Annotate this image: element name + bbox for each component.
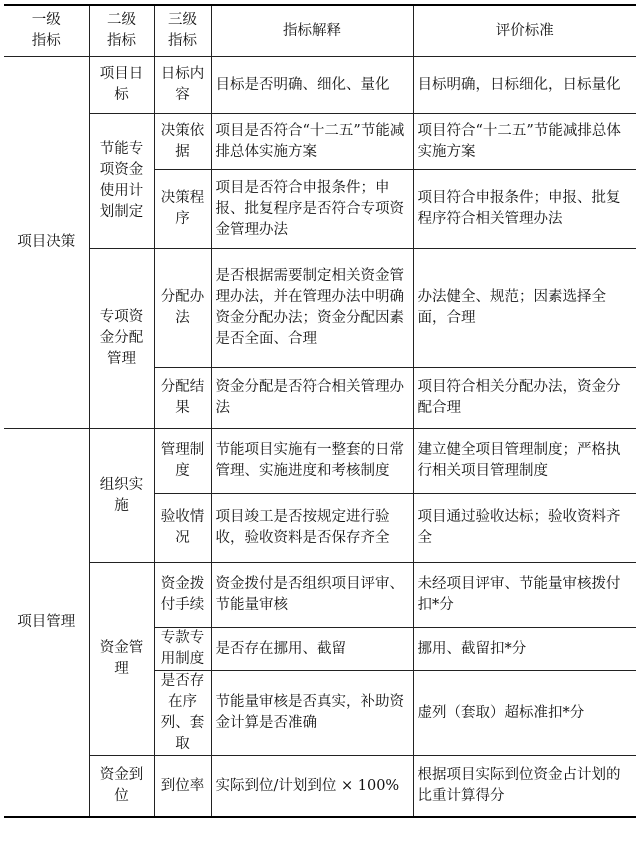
- l3-cell: 决策程序: [154, 170, 211, 249]
- l3-cell: 是否存在序列、套取: [154, 671, 211, 756]
- evaluation-index-table: [4, 4, 636, 818]
- l3-cell: 验收情况: [154, 494, 211, 563]
- l3-cell: 资金拨付手续: [154, 563, 211, 628]
- standard-cell: 项目符合相关分配办法，资金分配合理: [413, 368, 636, 429]
- standard-cell: 建立健全项目管理制度；严格执行相关项目管理制度: [413, 429, 636, 494]
- explain-cell: 实际到位/计划到位 × 100%: [211, 756, 413, 818]
- l3-cell: 分配办法: [154, 249, 211, 368]
- l3-cell: 专款专用制度: [154, 628, 211, 671]
- l3-cell: 到位率: [154, 756, 211, 818]
- header-standard: 评价标准: [413, 5, 636, 57]
- standard-cell: 项目符合“十二五”节能减排总体实施方案: [413, 114, 636, 170]
- standard-cell: 目标明确，日标细化，日标量化: [413, 57, 636, 114]
- header-level3: 三级 指标: [154, 5, 211, 57]
- l3-cell: 决策依据: [154, 114, 211, 170]
- l3-cell: 分配结果: [154, 368, 211, 429]
- explain-cell: 项目竣工是否按规定进行验收，验收资料是否保存齐全: [211, 494, 413, 563]
- evaluation-table-container: [4, 4, 636, 818]
- table-row: [4, 114, 636, 170]
- header-level2: 二级 指标: [89, 5, 154, 57]
- group-project-goal: 项目日标: [89, 57, 154, 114]
- standard-cell: 项目符合申报条件；申报、批复程序符合相关管理办法: [413, 170, 636, 249]
- group-special-fund: 专项资金分配管理: [89, 249, 154, 429]
- explain-cell: 目标是否明确、细化、量化: [211, 57, 413, 114]
- standard-cell: 根据项目实际到位资金占计划的比重计算得分: [413, 756, 636, 818]
- table-row: [4, 563, 636, 628]
- standard-cell: 未经项目评审、节能量审核拨付扣*分: [413, 563, 636, 628]
- l3-cell: 日标内容: [154, 57, 211, 114]
- l3-cell: 管理制度: [154, 429, 211, 494]
- standard-cell: 办法健全、规范；因素选择全面，合理: [413, 249, 636, 368]
- explain-cell: 节能量审核是否真实，补助资金计算是否准确: [211, 671, 413, 756]
- explain-cell: 项目是否符合“十二五”节能减排总体实施方案: [211, 114, 413, 170]
- explain-cell: 节能项目实施有一整套的日常管理、实施进度和考核制度: [211, 429, 413, 494]
- table-header-row: [4, 5, 636, 57]
- standard-cell: 虚列（套取）超标准扣*分: [413, 671, 636, 756]
- explain-cell: 项目是否符合申报条件；申报、批复程序是否符合专项资金管理办法: [211, 170, 413, 249]
- group-organization: 组织实施: [89, 429, 154, 563]
- table-row: [4, 756, 636, 818]
- explain-cell: 资金分配是否符合相关管理办法: [211, 368, 413, 429]
- explain-cell: 是否存在挪用、截留: [211, 628, 413, 671]
- group-fund-mgmt: 资金管理: [89, 563, 154, 756]
- section-decision: 项目决策: [4, 57, 89, 429]
- explain-cell: 是否根据需要制定相关资金管理办法，并在管理办法中明确资金分配办法；资金分配因素是否全面、合理: [211, 249, 413, 368]
- standard-cell: 挪用、截留扣*分: [413, 628, 636, 671]
- table-row: [4, 249, 636, 368]
- group-fund-arrival: 资金到位: [89, 756, 154, 818]
- standard-cell: 项目通过验收达标；验收资料齐全: [413, 494, 636, 563]
- table-row: [4, 57, 636, 114]
- explain-cell: 资金拨付是否组织项目评审、节能量审核: [211, 563, 413, 628]
- group-energy-fund: 节能专项资金使用计划制定: [89, 114, 154, 249]
- header-explain: 指标解释: [211, 5, 413, 57]
- header-level1: 一级 指标: [4, 5, 89, 57]
- table-row: [4, 429, 636, 494]
- section-management: 项目管理: [4, 429, 89, 818]
